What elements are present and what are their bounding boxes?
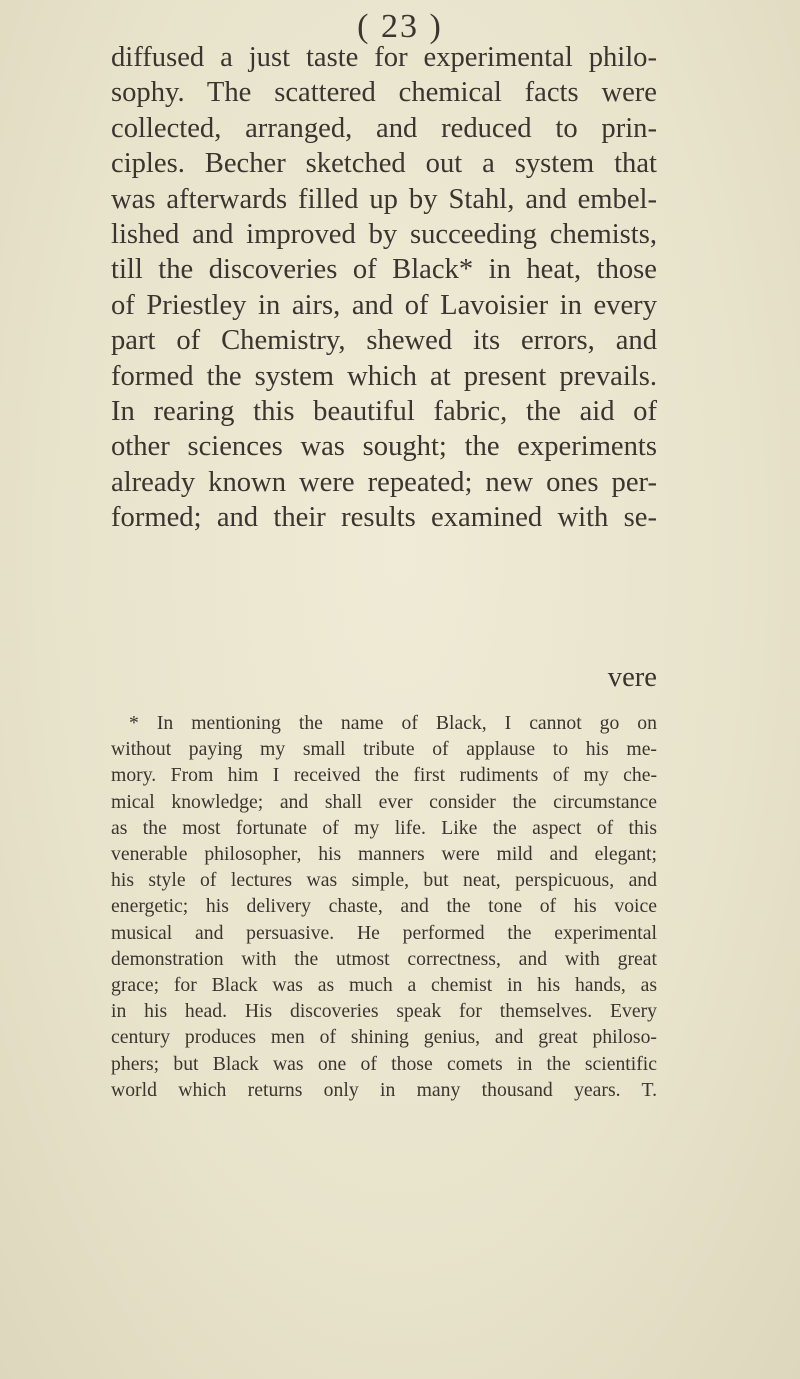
body-line: till the discoveries of Black* in heat, those: [111, 254, 657, 286]
body-line: lished and improved by succeeding chemists,: [111, 219, 657, 251]
body-line: ciples. Becher sketched out a system that: [111, 148, 657, 180]
body-line: sophy. The scattered chemical facts were: [111, 77, 657, 109]
footnote-line: venerable philosopher, his manners were mild and elegant;: [111, 843, 657, 866]
footnote-line: mory. From him I received the first rudiments of my che-: [111, 764, 657, 787]
body-line: In rearing this beautiful fabric, the aid of: [111, 396, 657, 428]
footnote-line: demonstration with the utmost correctness, and with great: [111, 947, 657, 970]
catchword: vere: [607, 662, 657, 693]
body-line: already known were repeated; new ones per-: [111, 466, 657, 498]
footnote-line: * In mentioning the name of Black, I cannot go on: [129, 712, 657, 734]
footnote-line: musical and persuasive. He performed the experimental: [111, 921, 657, 944]
footnote-line: century produces men of shining genius, and great philoso-: [111, 1026, 657, 1049]
footnote-line: without paying my small tribute of applause to his me-: [111, 738, 657, 761]
body-line: diffused a just taste for experimental philo-: [111, 42, 657, 73]
footnote: [111, 710, 657, 1103]
footnote-line: world which returns only in many thousand years. T.: [111, 1078, 657, 1101]
footnote-line: energetic; his delivery chaste, and the tone of his voice: [111, 895, 657, 918]
body-line: was afterwards filled up by Stahl, and embel-: [111, 183, 657, 215]
footnote-line: as the most fortunate of my life. Like the aspect of this: [111, 816, 657, 839]
body-line: part of Chemistry, shewed its errors, and: [111, 325, 657, 357]
body-line: collected, arranged, and reduced to prin-: [111, 112, 657, 144]
body-line: other sciences was sought; the experiments: [111, 431, 657, 463]
footnote-line: in his head. His discoveries speak for themselves. Every: [111, 1000, 657, 1023]
body-text: [111, 40, 657, 536]
footnote-line: grace; for Black was as much a chemist in his hands, as: [111, 974, 657, 997]
footnote-line: phers; but Black was one of those comets in the scientific: [111, 1052, 657, 1075]
page-number: ( 23 ): [357, 8, 443, 45]
body-line: formed; and their results examined with se-: [111, 502, 657, 534]
body-line: of Priestley in airs, and of Lavoisier in every: [111, 289, 657, 321]
body-line: formed the system which at present prevails.: [111, 360, 657, 392]
footnote-line: mical knowledge; and shall ever consider the circumstance: [111, 790, 657, 813]
footnote-line: his style of lectures was simple, but neat, perspicuous, and: [111, 869, 657, 892]
